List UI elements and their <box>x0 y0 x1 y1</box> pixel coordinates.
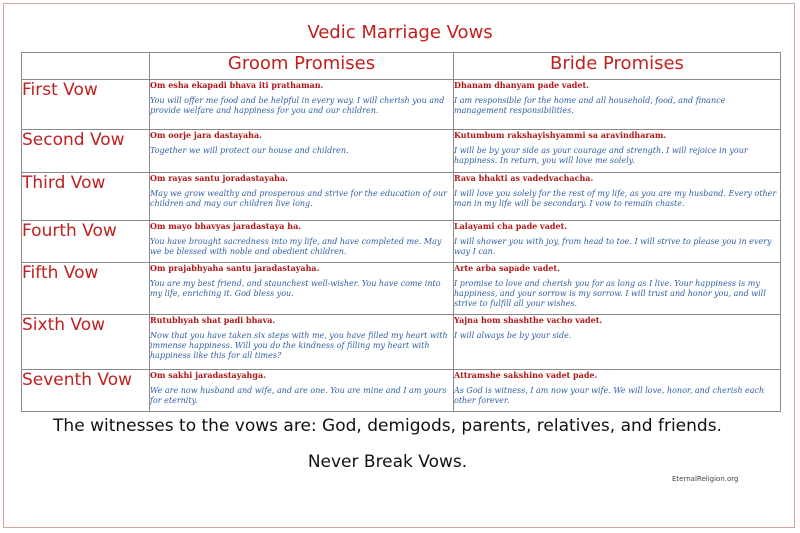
groom-meaning: We are now husband and wife, and are one. You are mine and I am yours for eternity. <box>150 386 447 405</box>
vow-name: First Vow <box>22 80 150 130</box>
vow-name: Second Vow <box>22 130 150 173</box>
groom-promise <box>150 263 454 315</box>
groom-mantra: Rutubhyah shat padi bhava. <box>150 315 276 325</box>
bride-promise <box>454 173 781 221</box>
groom-mantra: Om esha ekapadi bhava iti prathaman. <box>150 80 324 90</box>
bride-meaning: I am responsible for the home and all household, food, and finance management responsibilities. <box>454 96 726 115</box>
groom-promise <box>150 173 454 221</box>
bride-meaning: I will shower you with joy, from head to toe. I will strive to please you in every way I can. <box>454 237 772 256</box>
bride-meaning: As God is witness, I am now your wife. We will love, honor, and cherish each other forever. <box>454 386 765 405</box>
bride-mantra: Dhanam dhanyam pade vadet. <box>454 80 589 90</box>
vow-row-3 <box>22 173 781 221</box>
bride-mantra: Kutumbum rakshayishyammi sa aravindharam. <box>454 130 667 140</box>
groom-promise <box>150 370 454 412</box>
groom-mantra: Om mayo bhavyas jaradastaya ha. <box>150 221 302 231</box>
bride-meaning: I promise to love and cherish you for as long as I live. Your happiness is my happiness, and your sorrow is my sorrow. I will trust and honor you, and will strive to fulfill all your wishes. <box>454 279 766 308</box>
vow-name: Third Vow <box>22 173 150 221</box>
vows-table <box>21 52 781 412</box>
groom-meaning: Together we will protect our house and children. <box>150 146 349 155</box>
witnesses-statement: The witnesses to the vows are: God, demigods, parents, relatives, and friends. <box>53 416 722 436</box>
groom-promise <box>150 130 454 173</box>
bride-promise <box>454 263 781 315</box>
groom-promise <box>150 80 454 130</box>
vow-row-7 <box>22 370 781 412</box>
groom-column-header: Groom Promises <box>150 53 454 80</box>
bride-meaning: I will always be by your side. <box>454 331 572 340</box>
bride-mantra: Arte arba sapade vadet. <box>454 263 560 273</box>
bride-column-header: Bride Promises <box>454 53 781 80</box>
groom-promise <box>150 221 454 263</box>
groom-mantra: Om rayas santu joradastayaha. <box>150 173 288 183</box>
vow-row-6 <box>22 315 781 370</box>
closing-statement: Never Break Vows. <box>307 452 468 472</box>
header-row <box>22 53 781 80</box>
bride-mantra: Yajna hom shashthe vacho vadet. <box>454 315 603 325</box>
bride-promise <box>454 221 781 263</box>
groom-mantra: Om prajabhyaha santu jaradastayaha. <box>150 263 320 273</box>
website-credit: EternalReligion.org <box>672 475 739 483</box>
vow-name: Sixth Vow <box>22 315 150 370</box>
vow-row-4 <box>22 221 781 263</box>
groom-mantra: Om sakhi jaradastayahga. <box>150 370 266 380</box>
vow-row-2 <box>22 130 781 173</box>
vow-column-header <box>22 53 150 80</box>
groom-meaning: You will offer me food and be helpful in every way. I will cherish you and provide welfare and happiness for you and our children. <box>150 96 445 115</box>
vow-row-5 <box>22 263 781 315</box>
vow-row-1 <box>22 80 781 130</box>
vow-name: Seventh Vow <box>22 370 150 412</box>
bride-meaning: I will be by your side as your courage and strength. I will rejoice in your happiness. In return, you will love me solely. <box>454 146 748 165</box>
groom-meaning: You have brought sacredness into my life, and have completed me. May we be blessed with noble and obedient children. <box>150 237 442 256</box>
groom-meaning: You are my best friend, and staunchest well-wisher. You have come into my life, enriching it. God bless you. <box>150 279 441 298</box>
bride-promise <box>454 370 781 412</box>
bride-meaning: I will love you solely for the rest of my life, as you are my husband. Every other man in my life will be secondary. I vow to remain chaste. <box>454 189 777 208</box>
bride-promise <box>454 315 781 370</box>
groom-meaning: May we grow wealthy and prosperous and strive for the education of our children and may our children live long. <box>150 189 447 208</box>
bride-promise <box>454 80 781 130</box>
bride-mantra: Lalayami cha pade vadet. <box>454 221 568 231</box>
bride-mantra: Attramshe sakshino vadet pade. <box>454 370 598 380</box>
bride-mantra: Rava bhakti as vadedvachacha. <box>454 173 594 183</box>
page-title: Vedic Marriage Vows <box>307 22 493 43</box>
vow-name: Fifth Vow <box>22 263 150 315</box>
groom-meaning: Now that you have taken six steps with me, you have filled my heart with immense happiness. Will you do the kindness of filling my heart with happiness like this for all times? <box>150 331 448 360</box>
bride-promise <box>454 130 781 173</box>
groom-mantra: Om oorje jara dastayaha. <box>150 130 262 140</box>
groom-promise <box>150 315 454 370</box>
vow-name: Fourth Vow <box>22 221 150 263</box>
